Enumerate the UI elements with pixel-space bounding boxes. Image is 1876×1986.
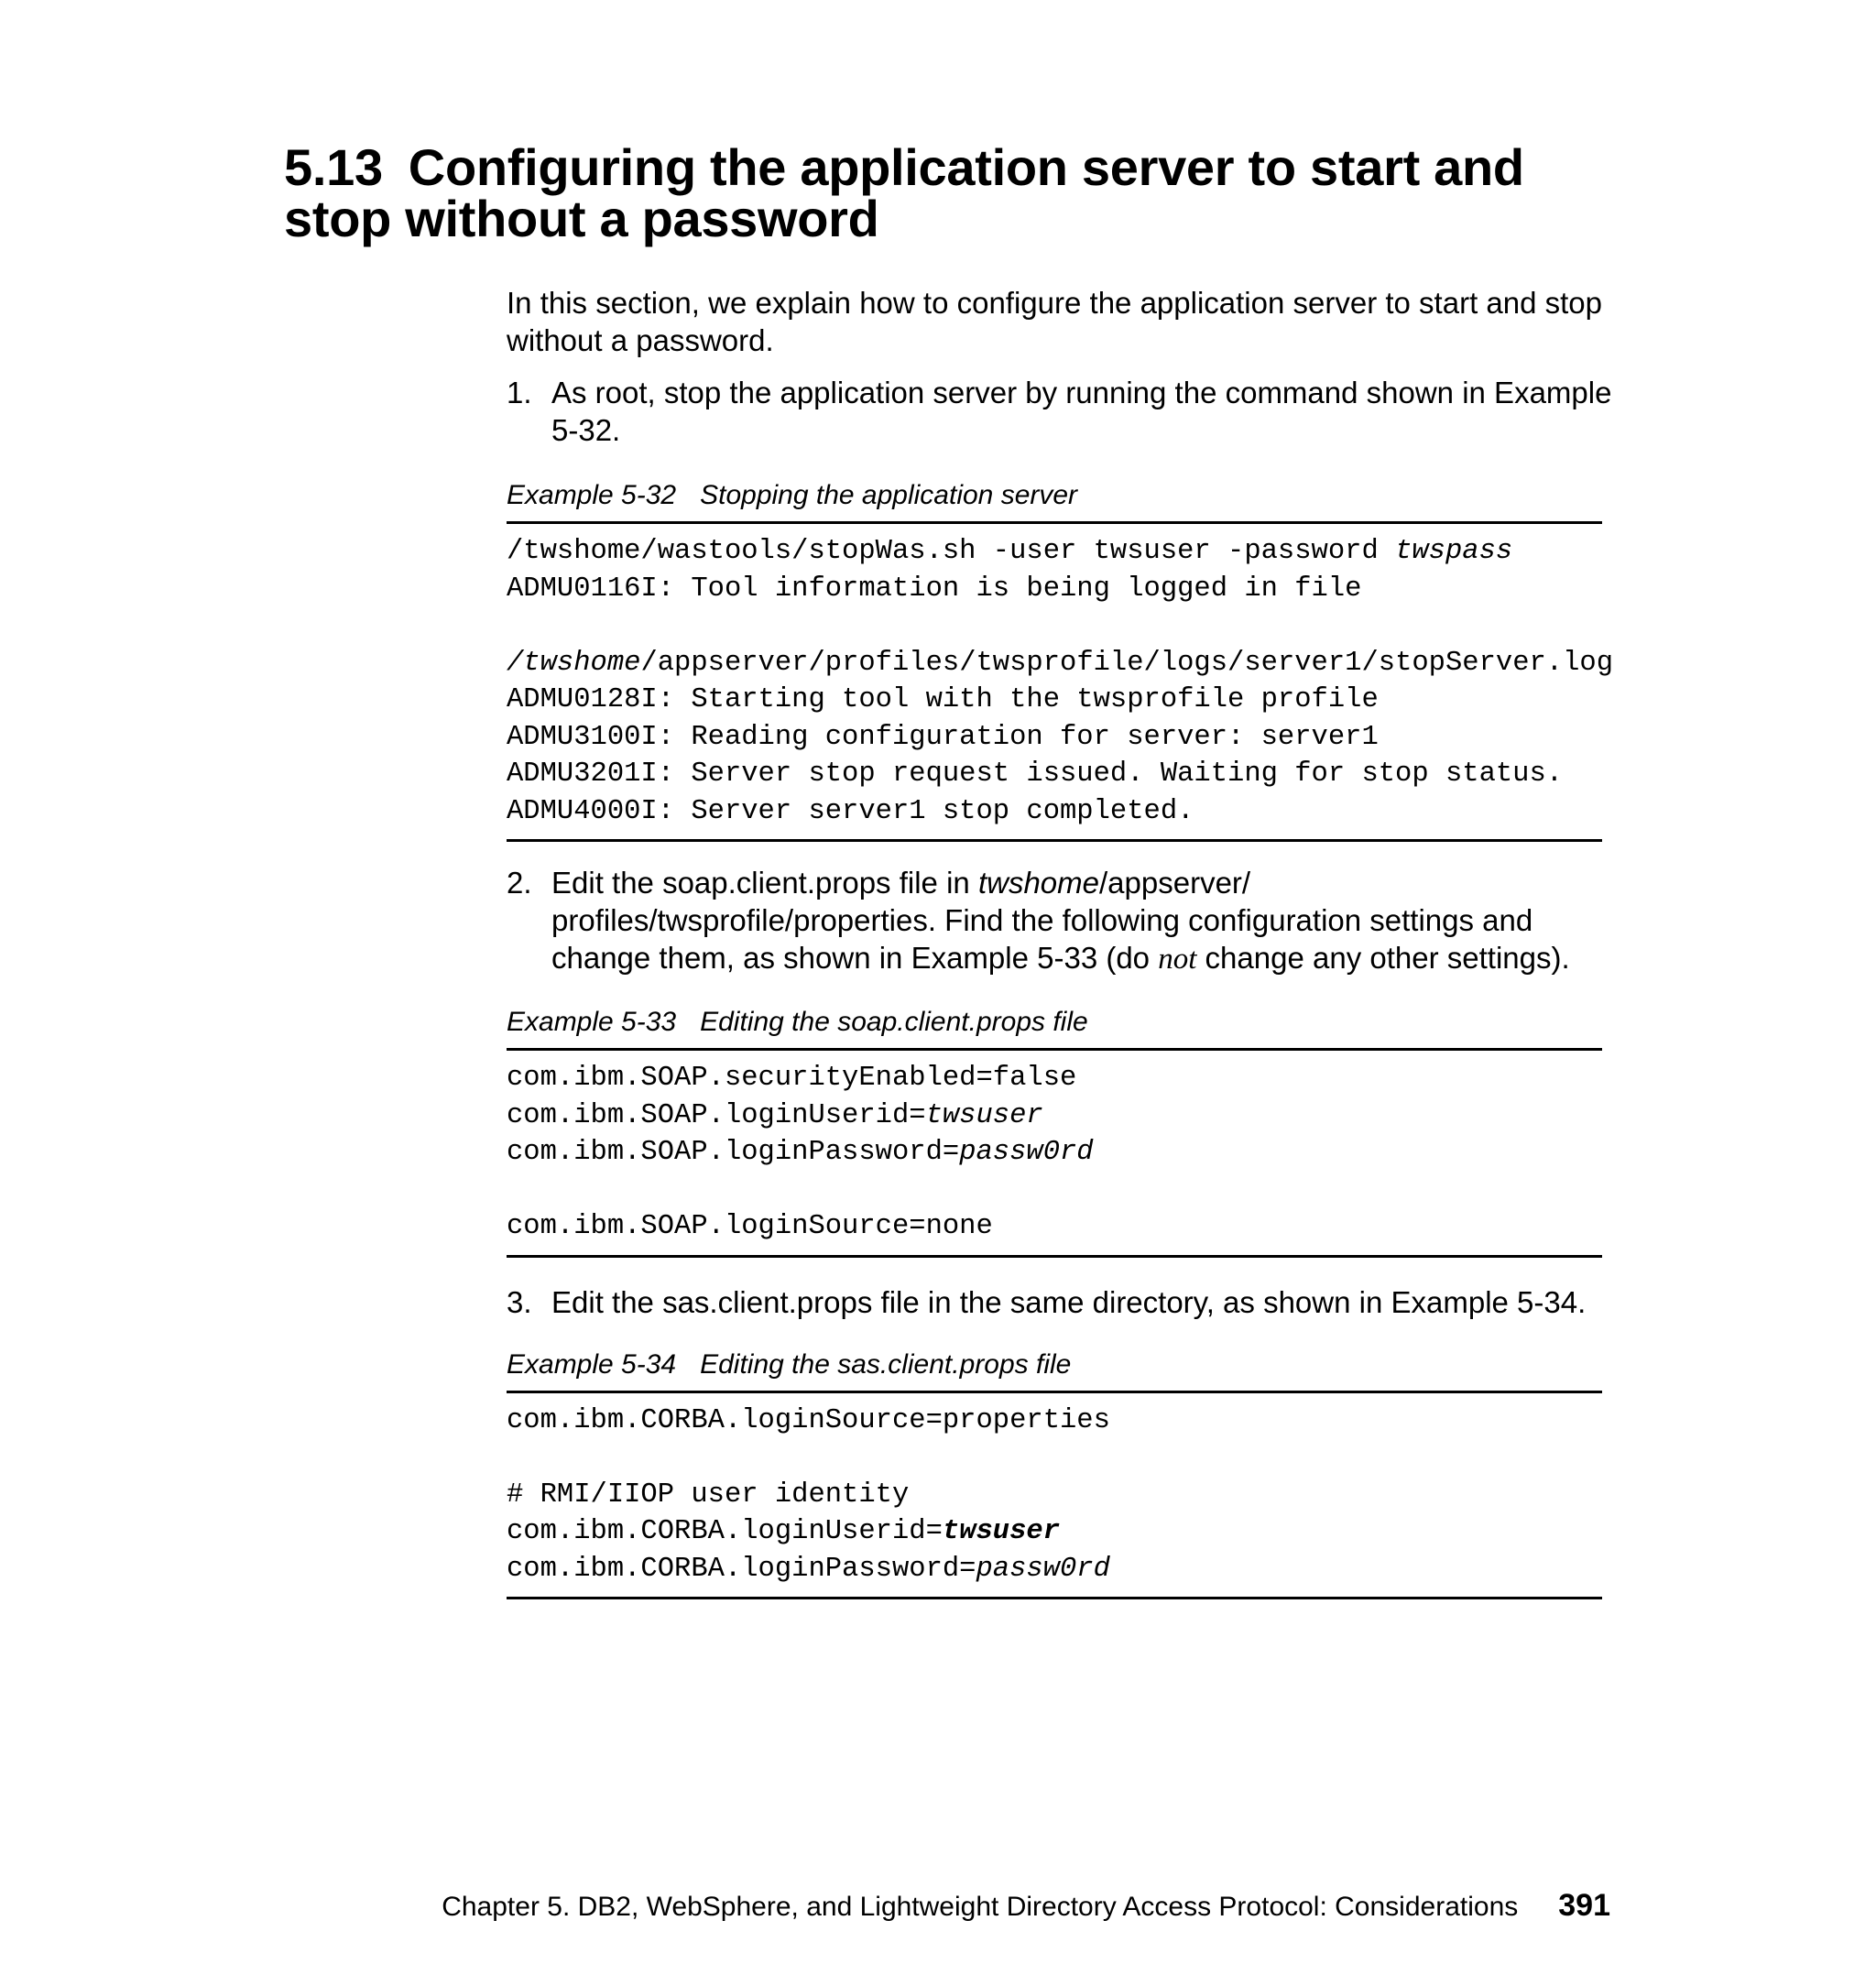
code-line [507,1551,1602,1588]
code-line: ADMU0128I: Starting tool with the twsprofile profile [507,684,1379,715]
example-5-34-caption [507,1348,1615,1381]
emphasis-not: not [1158,943,1197,976]
section-title-line2: stop without a password [284,190,879,247]
section-title-line1: Configuring the application server to start and [408,138,1524,196]
example-5-34-title: Editing the sas.client.props file [700,1348,1072,1380]
code-text: /appserver/profiles/twsprofile/logs/server1/stopServer.log [640,647,1614,679]
step-3-text: Edit the sas.client.props file in the same directory, as shown in Example 5-34. [551,1284,1587,1319]
code-placeholder: passw0rd [976,1553,1110,1585]
example-5-33-caption [507,1006,1615,1039]
code-placeholder: passw0rd [959,1137,1094,1168]
example-5-32-caption [507,479,1615,512]
code-line [507,533,1602,571]
code-line: com.ibm.SOAP.securityEnabled=false [507,1063,1077,1094]
code-line: ADMU3201I: Server stop request issued. Waiting for stop status. [507,758,1564,790]
intro-paragraph: In this section, we explain how to configure the application server to start and stop without a password. [507,286,1603,357]
code-line [507,1513,1602,1551]
footer-chapter: Chapter 5. DB2, WebSphere, and Lightweight Directory Access Protocol: Considerations [442,1892,1519,1922]
code-placeholder: /twshome [507,647,641,679]
example-5-32-label: Example 5-32 [507,480,677,510]
code-text: com.ibm.SOAP.loginUserid= [507,1099,926,1131]
code-line [507,1097,1602,1135]
code-placeholder-bold: twsuser [942,1516,1061,1547]
code-line: ADMU0116I: Tool information is being logged in file [507,573,1362,605]
code-placeholder: twsuser [925,1099,1043,1131]
example-5-34-label: Example 5-34 [507,1348,677,1380]
example-5-33-code [507,1048,1602,1258]
example-5-32-title: Stopping the application server [700,480,1078,510]
page-footer [417,1889,1610,1924]
code-text: com.ibm.SOAP.loginPassword= [507,1137,960,1168]
code-text: com.ibm.CORBA.loginPassword= [507,1553,976,1585]
code-text: /twshome/wastools/stopWas.sh -user twsuser -password [507,536,1396,567]
section-number: 5.13 [284,138,383,196]
code-line: com.ibm.CORBA.loginSource=properties [507,1404,1110,1436]
code-line [507,1134,1602,1172]
code-text: com.ibm.CORBA.loginUserid= [507,1516,943,1547]
step-2-text: Edit the soap.client.props file in twshome/appserver/ profiles/twsprofile/properties. Find the following configuration settings and change them, as shown in Example 5-33 (do not change any other settings). [551,866,1570,976]
step-3-number: 3. [507,1284,532,1319]
code-line: ADMU4000I: Server server1 stop completed. [507,795,1194,827]
code-blank-line [507,607,1602,645]
code-placeholder: twspass [1395,536,1513,567]
example-5-34-code [507,1391,1602,1600]
example-5-33-title: Editing the soap.client.props file [700,1007,1088,1037]
step-1-text: As root, stop the application server by running the command shown in Example 5-32. [551,376,1612,447]
example-5-32-code [507,521,1614,842]
step-1-number: 1. [507,376,532,409]
step-3 [507,1283,1615,1321]
section-body [507,284,1615,1599]
code-line: ADMU3100I: Reading configuration for server: server1 [507,721,1379,753]
page-number: 391 [1558,1888,1610,1923]
example-5-33-label: Example 5-33 [507,1007,677,1037]
code-line: # RMI/IIOP user identity [507,1479,910,1511]
code-blank-line [507,1439,1602,1477]
code-line: com.ibm.SOAP.loginSource=none [507,1211,993,1242]
section-heading [284,138,1612,247]
code-line [507,645,1614,682]
step-2 [507,864,1615,978]
code-blank-line [507,1172,1602,1209]
step-2-number: 2. [507,866,532,900]
path-variable: twshome [977,866,1099,900]
step-1 [507,374,1615,449]
